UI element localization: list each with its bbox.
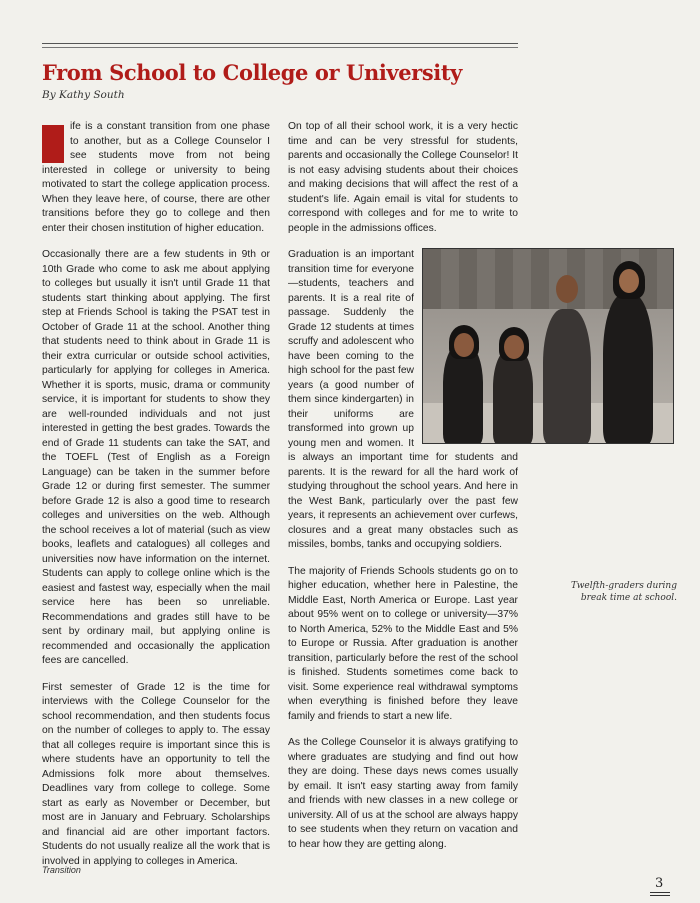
header-rule <box>42 43 518 44</box>
paragraph: On top of all their school work, it is a very hectic time and can be very stressful for students, parents and occasionally the College Counselor! It is not easy advising students about their choices and making decisions that will affect the rest of a student's life. Again email is vital for students to correspond with colleges and for me to write to people in the admissions offices. <box>288 121 518 234</box>
photo-person <box>603 294 653 444</box>
page-number-rule <box>650 895 670 896</box>
paragraph: First semester of Grade 12 is the time for interviews with the College Counselor for the school recommendation, and then students focus on the number of colleges to apply to. The essay that all colleges require is important since this is where students have an opportunity to tell the Admissions folk more about themselves. Deadlines vary from college to college. Some start as early as November or December, but most are in January and February. Scholarships and financial aid are other important factors. Students do not usually realize all the work that is involved in applying to colleges in America. <box>42 681 270 867</box>
article-title: From School to College or University <box>42 60 462 85</box>
photo-person <box>543 309 591 444</box>
paragraph: The majority of Friends Schools students go on to higher education, whether here in Palestine, the Middle East, North America or Europe. Last year about 95% went on to college or university—37% to North America, 52% to the Middle East and 5% to Europe or Russia. After graduation is another transition, particularly before the rest of the school is finished. Students sometimes come back to visit. Some experience real withdrawal symptoms when everything is finished before they leave family and friends to start a new life. <box>288 565 518 722</box>
photo-person <box>443 344 483 444</box>
paragraph: As the College Counselor it is always gratifying to where graduates are studying and find out how they are doing. These days news comes usually by email. It isn't easy starting away from family and friends with new classes in a new college or university. All of us at the school are always happy to see students when they return on vacation and to hear how they are getting along. <box>288 737 518 850</box>
paragraph: ife is a constant transition from one phase to another, but as a College Counselor I see students move from not being interested in college or university to being motivated to start the college application process. When they leave here, of course, there are other transitions before they go to college and then enter their chosen institution of higher education. <box>42 121 270 234</box>
text-column-right <box>288 120 518 864</box>
students-photo <box>422 248 674 444</box>
page-number-rule <box>650 892 670 893</box>
paragraph: Occasionally there are a few students in 9th or 10th Grade who come to ask me about applying to colleges but usually it isn't until Grade 11 that students start thinking about applying. The first step at Friends School is taking the PSAT test in October of Grade 11 at the school. Another thing that students need to think about in Grade 11 is their extra curricular or outside school activities, particularly for applying for colleges in America. Whether it is sports, music, drama or community service, it is important for students to show they are well-rounded individuals and not just interested in getting the best grades. Towards the end of Grade 11 students can take the SAT, and the TOEFL (Test of English as a Foreign Language) can be taken in the summer before Grade 12 or during first semester. The summer before Grade 12 is also a good time to research colleges and universities on the web. Although the school receives a lot of material (such as view books, leaflets and catalogues) all colleges and universities now have information on the internet. Students can apply to college online which is the easiest and fastest way, especially when the mail service here has been so unreliable. Recommendations and grades still have to be sent by ordinary mail, but applying online is recommended and occasionally the application fees are cancelled. <box>42 249 270 666</box>
drop-cap-l <box>42 125 64 163</box>
footer-label: Transition <box>42 865 81 875</box>
photo-person <box>493 349 533 444</box>
paragraph: Graduation is an important transition time for everyone—students, teachers and parents. It is a real rite of passage. Suddenly the Grade 12 students at times scruffy and adolescent who have been coming to the high school for the past few years (a good number of them since kindergarten) in their uniforms are transformed into grown up young men and women. It is always an important time for students and parents. It is the reward for all the hard work of studying throughout the school years. And here in the West Bank, particularly over the past few years, it represents an achievement over curfews, closures and a great many obstacles such as missiles, bombs, tanks and occupying soldiers. <box>288 248 518 553</box>
article-byline: By Kathy South <box>42 89 125 101</box>
page-number: 3 <box>655 876 664 891</box>
header-rule-secondary <box>42 47 518 48</box>
photo-caption: Twelfth-graders during break time at school. <box>571 581 677 603</box>
text-column-left <box>42 120 270 881</box>
